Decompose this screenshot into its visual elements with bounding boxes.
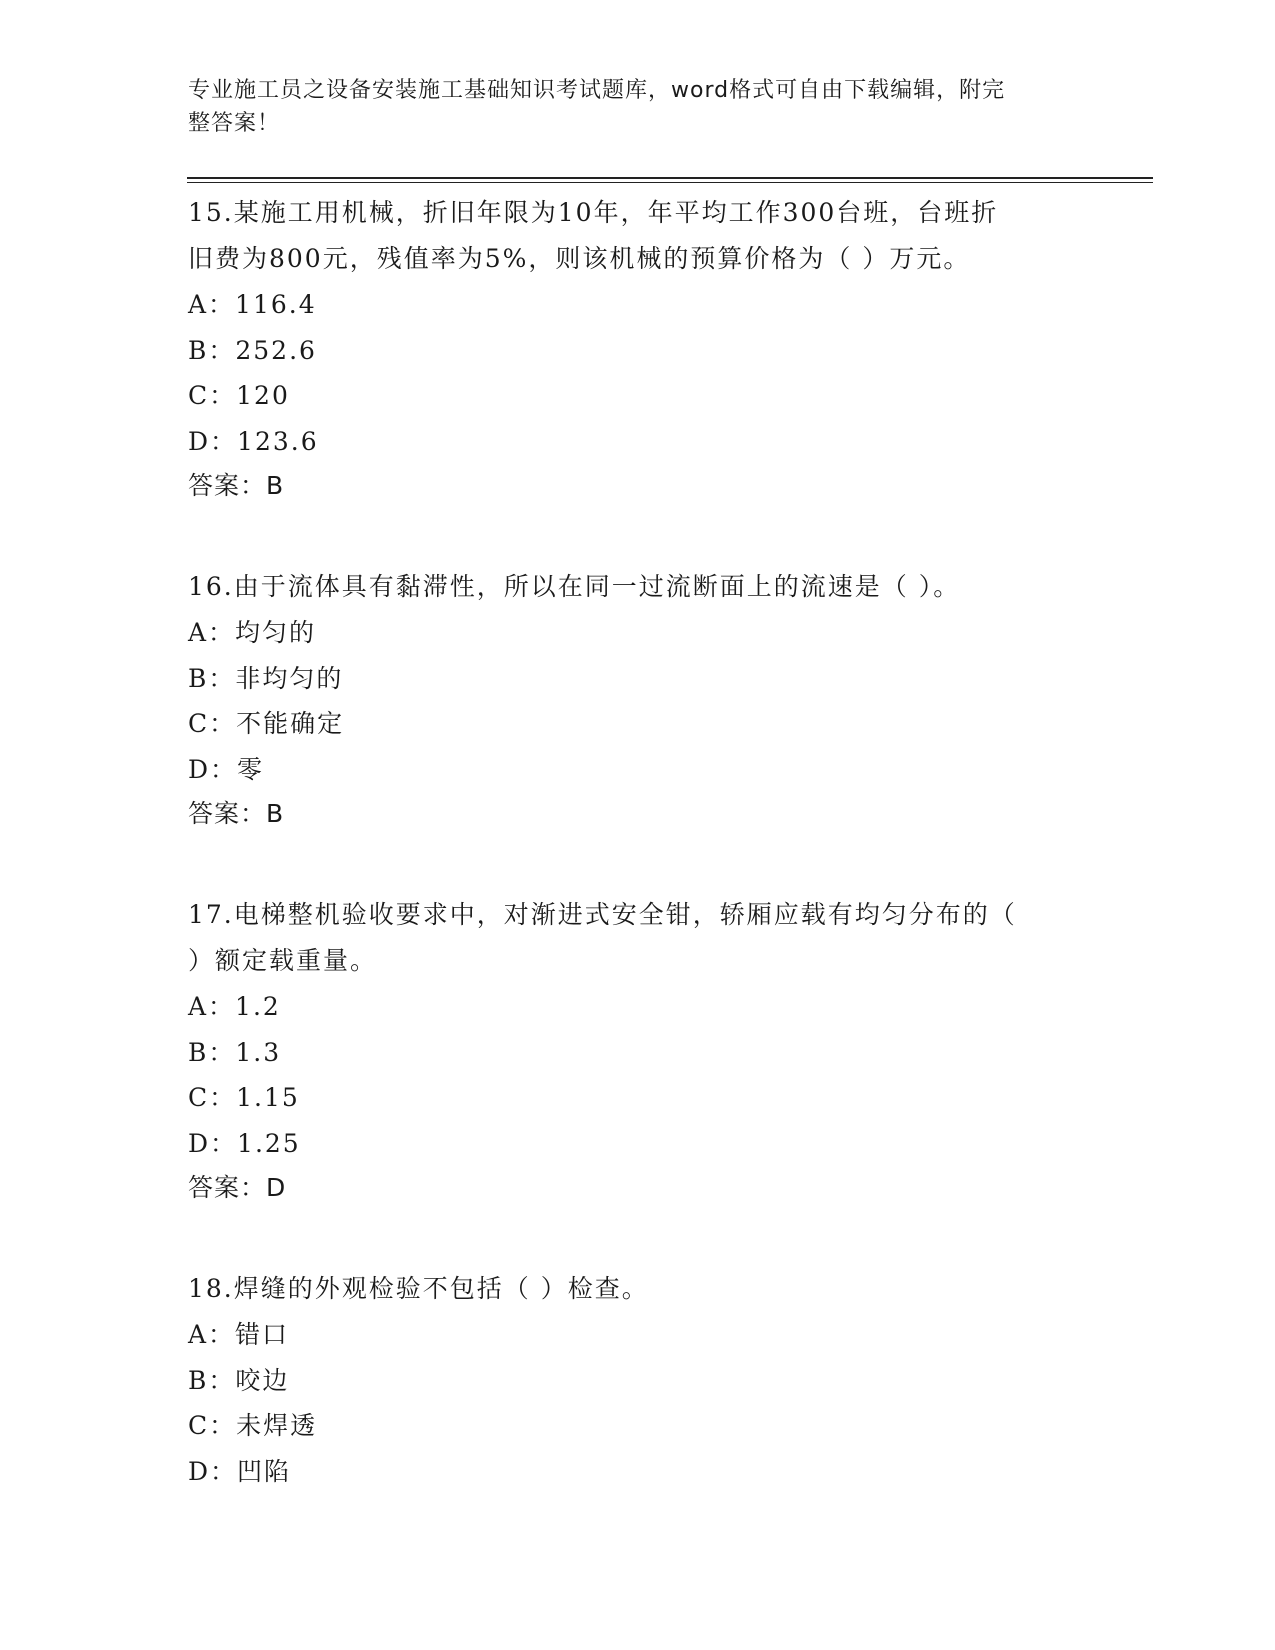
question-stem-line: 17.电梯整机验收要求中，对渐进式安全钳，轿厢应载有均匀分布的（: [188, 900, 1017, 929]
option-d: D：凹陷: [188, 1456, 292, 1486]
question-16: [188, 564, 1088, 836]
header-line-2: 整答案！: [188, 111, 281, 136]
question-18: [188, 1266, 1088, 1494]
question-list: [188, 190, 1088, 1494]
option-a: A：116.4: [188, 290, 317, 319]
answer-line: 答案：B: [188, 799, 285, 828]
question-spacer: [188, 508, 1088, 564]
header-divider-thick: [187, 177, 1153, 179]
question-stem-line: 16.由于流体具有黏滞性，所以在同一过流断面上的流速是（ ）。: [188, 572, 961, 601]
question-spacer: [188, 1210, 1088, 1266]
question-stem-line: 旧费为800元，残值率为5%，则该机械的预算价格为（ ）万元。: [188, 244, 971, 273]
option-c: C：120: [188, 381, 290, 410]
header-divider-thin: [187, 182, 1153, 183]
option-c: C：未焊透: [188, 1411, 318, 1440]
question-stem-line: ）额定载重量。: [188, 946, 378, 975]
answer-line: 答案：B: [188, 471, 285, 500]
option-a: A：1.2: [188, 992, 281, 1021]
question-15: [188, 190, 1088, 508]
option-d: D：123.6: [188, 426, 319, 456]
option-b: B：252.6: [188, 335, 317, 365]
document-header: [188, 74, 1068, 140]
option-d: D：1.25: [188, 1128, 301, 1158]
option-b: B：咬边: [188, 1365, 290, 1395]
option-a: A：错口: [188, 1320, 290, 1349]
question-stem-line: 15.某施工用机械，折旧年限为10年，年平均工作300台班，台班折: [188, 198, 999, 227]
option-a: A：均匀的: [188, 618, 317, 647]
option-b: B：非均匀的: [188, 663, 344, 693]
option-c: C：1.15: [188, 1083, 300, 1112]
header-line-1: 专业施工员之设备安装施工基础知识考试题库，word格式可自由下载编辑，附完: [188, 78, 1006, 103]
answer-line: 答案：D: [188, 1173, 287, 1202]
question-17: [188, 892, 1088, 1210]
option-d: D：零: [188, 754, 265, 784]
option-c: C：不能确定: [188, 709, 345, 738]
question-stem-line: 18.焊缝的外观检验不包括（ ）检查。: [188, 1274, 649, 1303]
option-b: B：1.3: [188, 1037, 282, 1067]
question-spacer: [188, 836, 1088, 892]
